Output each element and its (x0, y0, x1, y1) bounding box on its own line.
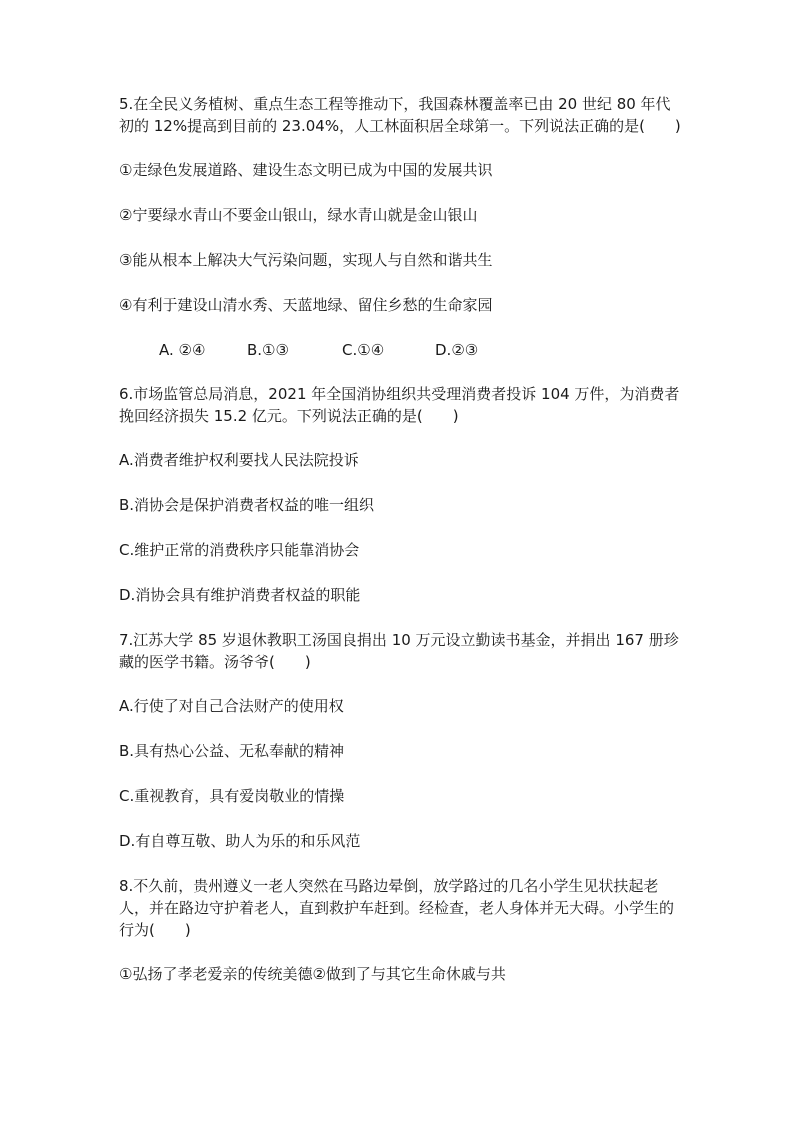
q7-choice-c: C.重视教育，具有爱岗敬业的情操 (119, 787, 345, 805)
q5-item-1: ①走绿色发展道路、建设生态文明已成为中国的发展共识 (119, 161, 493, 179)
q6-choice-a: A.消费者维护权利要找人民法院投诉 (119, 451, 359, 469)
q7-choice-b: B.具有热心公益、无私奉献的精神 (119, 742, 345, 760)
q5-choice-c: C.①④ (342, 341, 385, 359)
q7-stem: 7.江苏大学 85 岁退休教职工汤国良捐出 10 万元设立勤读书基金，并捐出 167 册珍藏的医学书籍。汤爷爷( ) (119, 631, 679, 671)
q8-item-1: ①弘扬了孝老爱亲的传统美德②做到了与其它生命休戚与共 (119, 965, 506, 983)
q5-stem: 5.在全民义务植树、重点生态工程等推动下，我国森林覆盖率已由 20 世纪 80 年代初的 12%提高到目前的 23.04%，人工林面积居全球第一。下列说法正确的是( ) (119, 95, 681, 135)
q6-choice-c: C.维护正常的消费秩序只能靠消协会 (119, 541, 360, 559)
q5-choice-d: D.②③ (435, 341, 479, 359)
q7-choice-a: A.行使了对自己合法财产的使用权 (119, 697, 344, 715)
q5-choice-b: B.①③ (247, 341, 289, 359)
question-content (119, 93, 681, 1008)
q8-stem: 8.不久前，贵州遵义一老人突然在马路边晕倒，放学路过的几名小学生见状扶起老人，并在路边守护着老人，直到救护车赶到。经检查，老人身体并无大碍。小学生的行为( ) (119, 877, 675, 939)
q6-choice-d: D.消协会具有维护消费者权益的职能 (119, 586, 361, 604)
q6-choice-b: B.消协会是保护消费者权益的唯一组织 (119, 496, 375, 514)
q5-choice-a: A. ②④ (159, 341, 206, 359)
q5-item-2: ②宁要绿水青山不要金山银山，绿水青山就是金山银山 (119, 206, 478, 224)
q5-choices (119, 339, 681, 361)
q5-item-3: ③能从根本上解决大气污染问题，实现人与自然和谐共生 (119, 251, 493, 269)
q5-item-4: ④有利于建设山清水秀、天蓝地绿、留住乡愁的生命家园 (119, 296, 493, 314)
q7-choice-d: D.有自尊互敬、助人为乐的和乐风范 (119, 832, 361, 850)
q6-stem: 6.市场监管总局消息，2021 年全国消协组织共受理消费者投诉 104 万件，为消费者挽回经济损失 15.2 亿元。下列说法正确的是( ) (119, 385, 680, 425)
